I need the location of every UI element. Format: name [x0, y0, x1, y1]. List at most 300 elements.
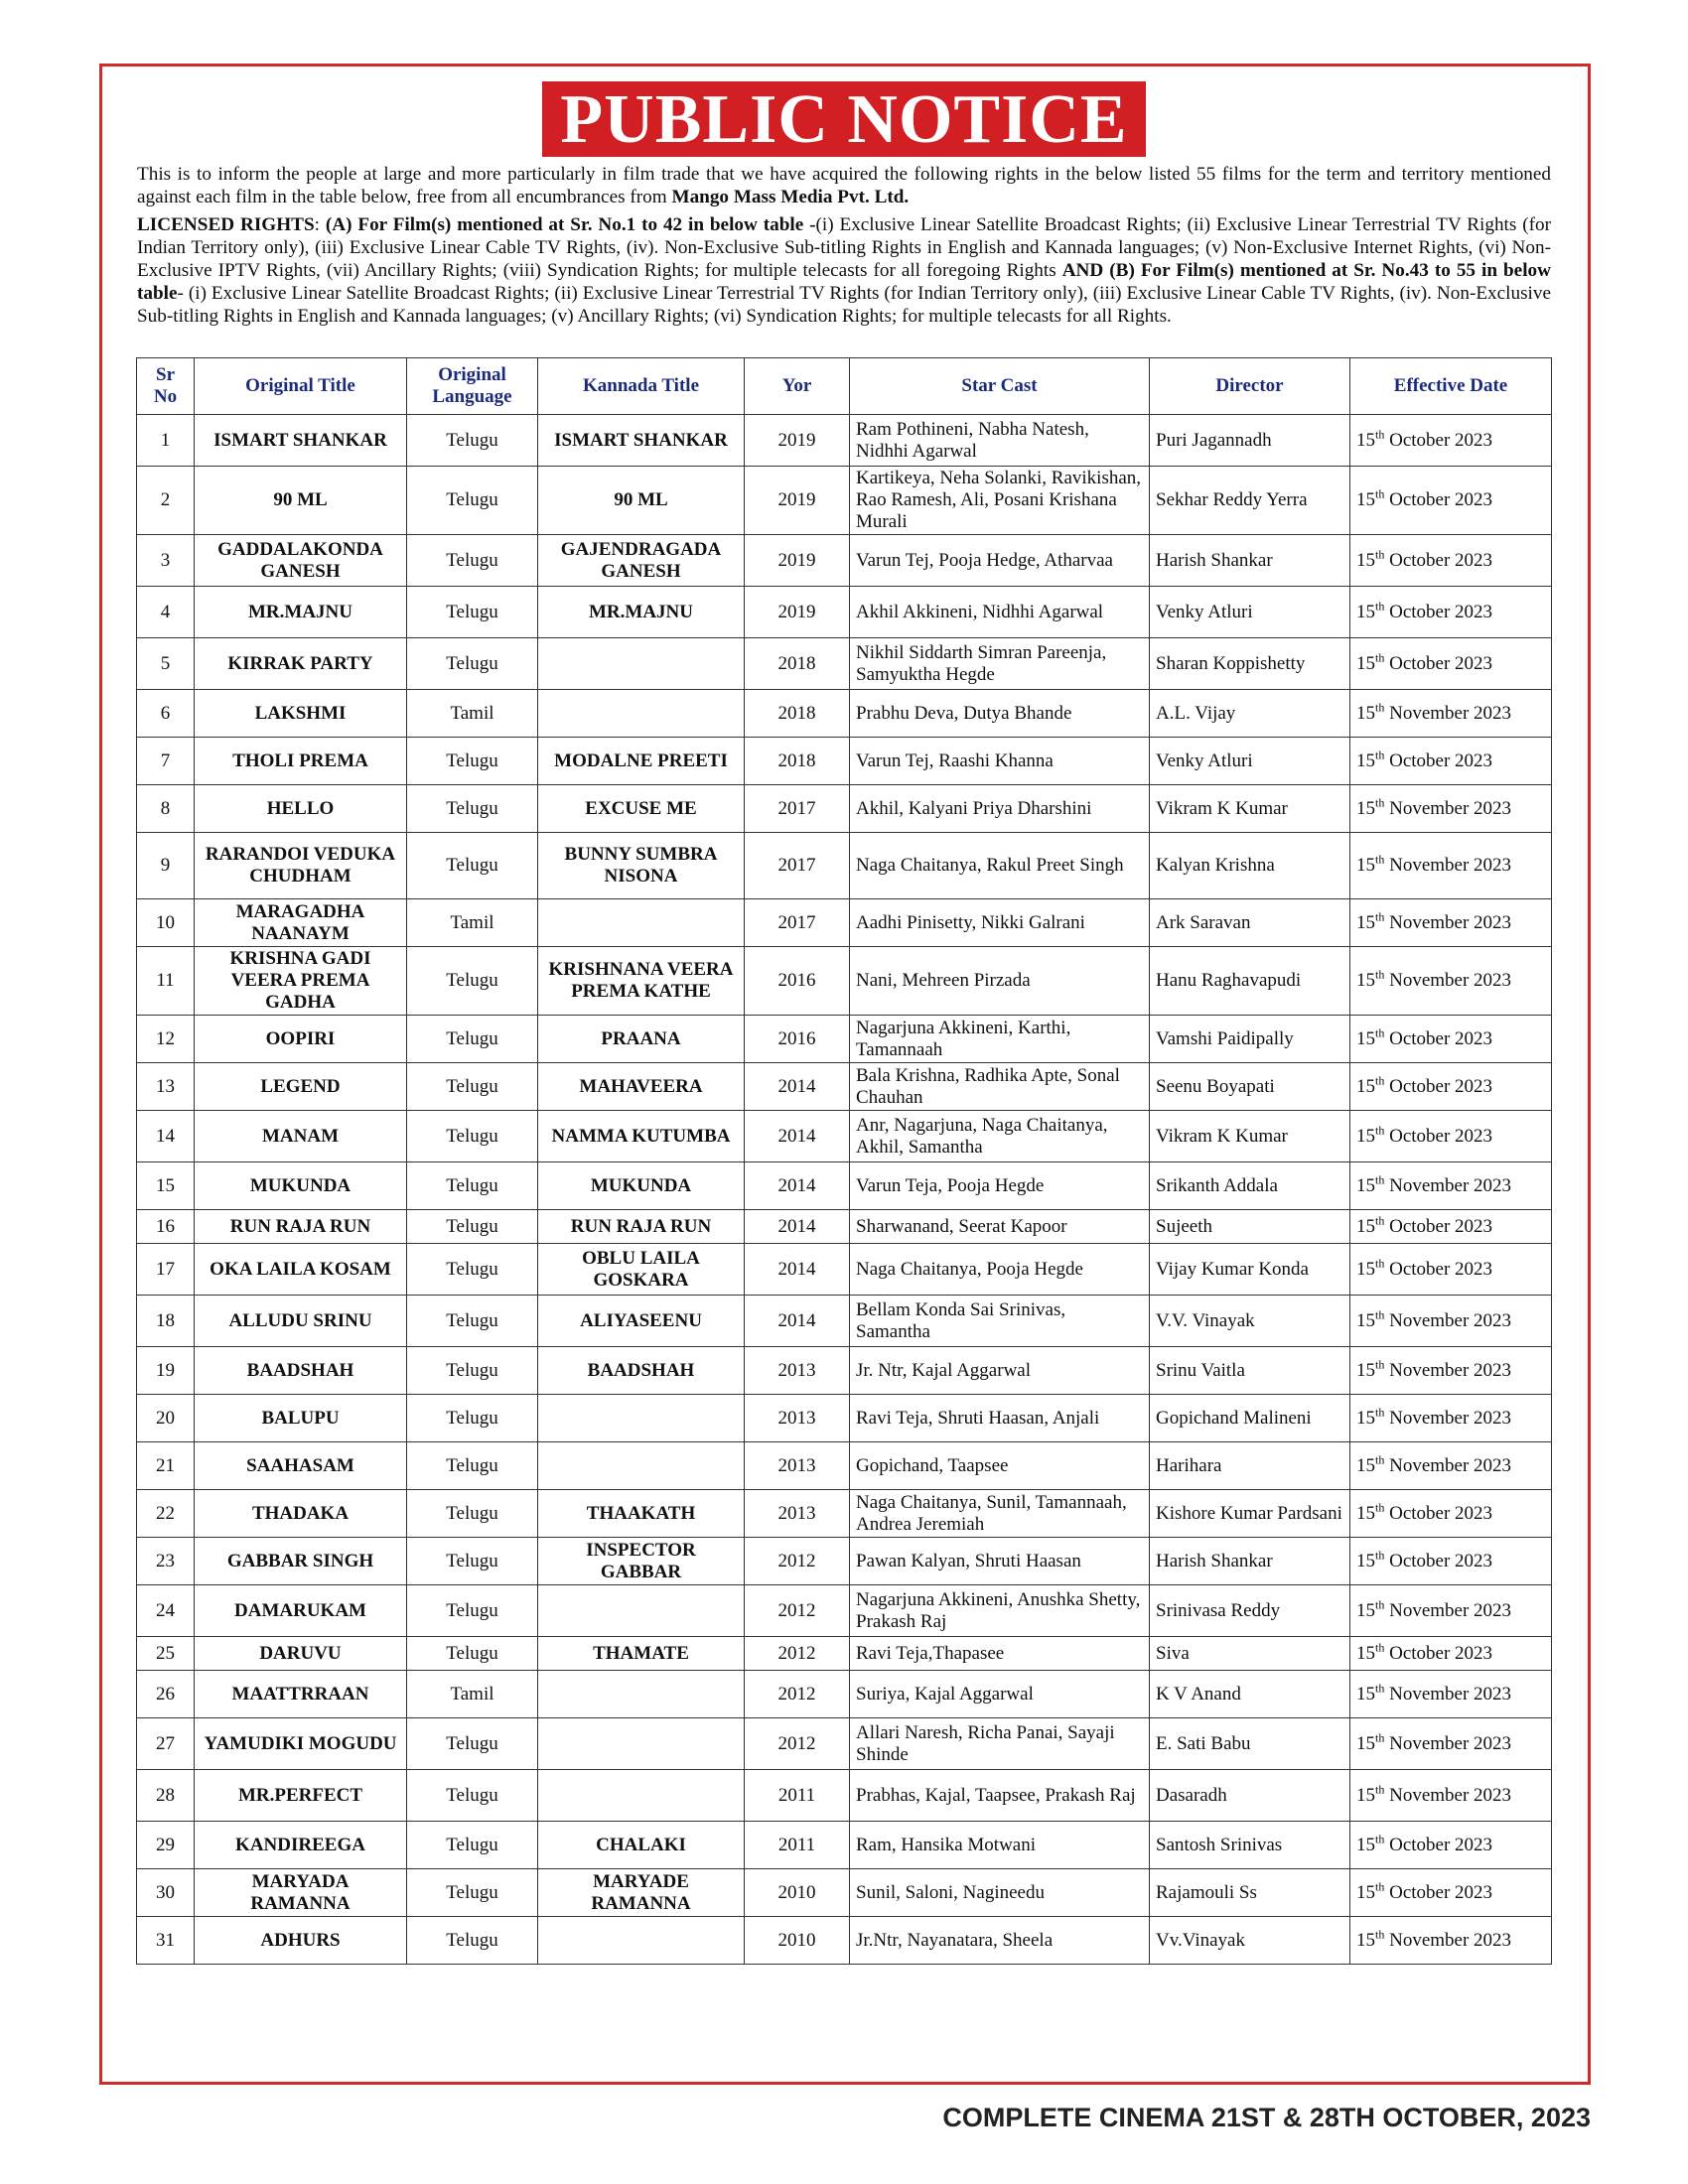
date-month-year: October 2023	[1389, 1027, 1493, 1049]
year-cell: 2014	[745, 1063, 850, 1111]
kannada-title-cell: KRISHNANA VEERA PREMA KATHE	[538, 947, 745, 1016]
language-cell: Telugu	[407, 1210, 538, 1244]
kannada-title-cell	[538, 690, 745, 738]
language-cell: Telugu	[407, 535, 538, 587]
director-cell: Kishore Kumar Pardsani	[1150, 1490, 1350, 1538]
director-cell: Venky Atluri	[1150, 587, 1350, 638]
date-month-year: October 2023	[1389, 1258, 1493, 1280]
original-title-cell: KIRRAK PARTY	[195, 638, 407, 690]
year-cell: 2018	[745, 690, 850, 738]
star-cast-cell: Akhil Akkineni, Nidhhi Agarwal	[850, 587, 1150, 638]
language-cell: Telugu	[407, 1490, 538, 1538]
director-cell: Vv.Vinayak	[1150, 1917, 1350, 1965]
original-title-cell: THOLI PREMA	[195, 738, 407, 785]
table-header-row	[137, 358, 1552, 415]
kannada-title-cell: BAADSHAH	[538, 1347, 745, 1395]
date-suffix: th	[1375, 1213, 1385, 1228]
table-row	[137, 1718, 1552, 1770]
rights-a-text: (i) Exclusive Linear Satellite Broadcast Rights; (ii) Exclusive Linear Terrestrial TV Rights (for Indian Territory only), (iii) Exclusive Linear Cable TV Rights, (iv). Non-Exclusive Sub-titling Rights in English and Kannada languages; (v) Non-Exclusive Internet Rights, (vi) Non-Exclusive IPTV Rights, (vii) Ancillary Rights; (viii) Syndication Rights; for multiple telecasts for all foregoing Rights	[137, 214, 1551, 281]
sr-cell: 16	[137, 1210, 195, 1244]
year-cell: 2019	[745, 587, 850, 638]
kannada-title-cell	[538, 638, 745, 690]
date-day: 15	[1356, 652, 1375, 674]
director-cell: A.L. Vijay	[1150, 690, 1350, 738]
language-cell: Telugu	[407, 1244, 538, 1296]
date-day: 15	[1356, 1309, 1375, 1331]
effective-date-cell	[1350, 1442, 1552, 1490]
sr-cell: 2	[137, 467, 195, 535]
date-day: 15	[1356, 797, 1375, 819]
date-day: 15	[1356, 1258, 1375, 1280]
language-cell: Telugu	[407, 785, 538, 833]
original-title-cell: ADHURS	[195, 1917, 407, 1965]
date-day: 15	[1356, 702, 1375, 724]
year-cell: 2018	[745, 738, 850, 785]
table-row	[137, 415, 1552, 467]
language-cell: Telugu	[407, 415, 538, 467]
kannada-title-cell: GAJENDRAGADA GANESH	[538, 535, 745, 587]
language-cell: Telugu	[407, 1395, 538, 1442]
publication-footer: COMPLETE CINEMA 21ST & 28TH OCTOBER, 2023	[942, 2103, 1591, 2132]
original-title-cell: 90 ML	[195, 467, 407, 535]
language-cell: Telugu	[407, 738, 538, 785]
date-day: 15	[1356, 549, 1375, 571]
sr-cell: 14	[137, 1111, 195, 1162]
original-title-cell: MUKUNDA	[195, 1162, 407, 1210]
effective-date-cell	[1350, 1718, 1552, 1770]
year-cell: 2014	[745, 1162, 850, 1210]
kannada-title-cell: 90 ML	[538, 467, 745, 535]
star-cast-cell: Nagarjuna Akkineni, Karthi, Tamannaah	[850, 1016, 1150, 1063]
star-cast-cell: Varun Teja, Pooja Hegde	[850, 1162, 1150, 1210]
sr-cell: 12	[137, 1016, 195, 1063]
star-cast-cell: Aadhi Pinisetty, Nikki Galrani	[850, 899, 1150, 947]
original-title-cell: MR.PERFECT	[195, 1770, 407, 1822]
kannada-title-cell	[538, 1585, 745, 1637]
date-month-year: November 2023	[1389, 855, 1512, 876]
language-cell: Telugu	[407, 1538, 538, 1585]
director-cell: Gopichand Malineni	[1150, 1395, 1350, 1442]
date-month-year: October 2023	[1389, 1502, 1493, 1524]
star-cast-cell: Pawan Kalyan, Shruti Haasan	[850, 1538, 1150, 1585]
date-month-year: November 2023	[1389, 1309, 1512, 1331]
notice-intro	[137, 163, 1551, 333]
kannada-title-cell	[538, 1442, 745, 1490]
effective-date-cell	[1350, 1770, 1552, 1822]
effective-date-cell	[1350, 1490, 1552, 1538]
star-cast-cell: Bellam Konda Sai Srinivas, Samantha	[850, 1296, 1150, 1347]
year-cell: 2013	[745, 1395, 850, 1442]
films-table-body	[137, 415, 1552, 1965]
original-title-cell: YAMUDIKI MOGUDU	[195, 1718, 407, 1770]
director-cell: Vamshi Paidipally	[1150, 1016, 1350, 1063]
table-row	[137, 1016, 1552, 1063]
language-cell: Telugu	[407, 1585, 538, 1637]
header-star-cast: Star Cast	[850, 358, 1150, 415]
sr-cell: 13	[137, 1063, 195, 1111]
year-cell: 2019	[745, 535, 850, 587]
sr-cell: 4	[137, 587, 195, 638]
original-title-cell: OOPIRI	[195, 1016, 407, 1063]
director-cell: E. Sati Babu	[1150, 1718, 1350, 1770]
date-suffix: th	[1375, 486, 1385, 501]
original-title-cell: DAMARUKAM	[195, 1585, 407, 1637]
sr-cell: 27	[137, 1718, 195, 1770]
language-cell: Telugu	[407, 587, 538, 638]
table-row	[137, 587, 1552, 638]
original-title-cell: GADDALAKONDA GANESH	[195, 535, 407, 587]
star-cast-cell: Prabhu Deva, Dutya Bhande	[850, 690, 1150, 738]
date-day: 15	[1356, 1642, 1375, 1664]
effective-date-cell	[1350, 947, 1552, 1016]
language-cell: Telugu	[407, 1770, 538, 1822]
original-title-cell: MR.MAJNU	[195, 587, 407, 638]
date-month-year: October 2023	[1389, 1642, 1493, 1664]
rights-b-heading: AND (B) For Film(s) mentioned at Sr. No.43 to 55 in below table	[137, 260, 1551, 304]
date-day: 15	[1356, 1784, 1375, 1806]
effective-date-cell	[1350, 833, 1552, 899]
rights-a-heading: (A) For Film(s) mentioned at Sr. No.1 to 42 in below table -	[325, 214, 816, 235]
header-year: Yor	[745, 358, 850, 415]
header-director: Director	[1150, 358, 1350, 415]
date-day: 15	[1356, 1454, 1375, 1476]
effective-date-cell	[1350, 1671, 1552, 1718]
director-cell: Srikanth Addala	[1150, 1162, 1350, 1210]
kannada-title-cell: RUN RAJA RUN	[538, 1210, 745, 1244]
language-cell: Telugu	[407, 638, 538, 690]
date-suffix: th	[1375, 547, 1385, 562]
date-day: 15	[1356, 1407, 1375, 1429]
original-title-cell: RUN RAJA RUN	[195, 1210, 407, 1244]
sr-cell: 17	[137, 1244, 195, 1296]
effective-date-cell	[1350, 1347, 1552, 1395]
date-day: 15	[1356, 911, 1375, 933]
kannada-title-cell	[538, 1395, 745, 1442]
language-cell: Tamil	[407, 899, 538, 947]
date-day: 15	[1356, 1550, 1375, 1571]
year-cell: 2017	[745, 899, 850, 947]
effective-date-cell	[1350, 1585, 1552, 1637]
kannada-title-cell: BUNNY SUMBRA NISONA	[538, 833, 745, 899]
date-suffix: th	[1375, 1256, 1385, 1271]
table-row	[137, 1637, 1552, 1671]
table-row	[137, 1347, 1552, 1395]
date-suffix: th	[1375, 1782, 1385, 1797]
table-row	[137, 1822, 1552, 1869]
language-cell: Telugu	[407, 1718, 538, 1770]
director-cell: Kalyan Krishna	[1150, 833, 1350, 899]
year-cell: 2014	[745, 1111, 850, 1162]
rights-paragraph: LICENSED RIGHTS: (A) For Film(s) mentioned at Sr. No.1 to 42 in below table -(i) Exclusive Linear Satellite Broadcast Rights; (ii) Exclusive Linear Terrestrial TV Rights (for Indian Territory only), (iii) Exclusive Linear Cable TV Rights, (iv). Non-Exclusive Sub-titling Rights in English and Kannada languages; (v) Non-Exclusive Internet Rights, (vi) Non-Exclusive IPTV Rights, (vii) Ancillary Rights; (viii) Syndication Rights; for multiple telecasts for all foregoing Rights AND (B) For Film(s) mentioned at Sr. No.43 to 55 in below table- (i) Exclusive Linear Satellite Broadcast Rights; (ii) Exclusive Linear Terrestrial TV Rights (for Indian Territory only), (iii) Exclusive Linear Cable TV Rights, (iv). Non-Exclusive Sub-titling Rights in English and Kannada languages; (v) Ancillary Rights; (vi) Syndication Rights; for multiple telecasts for all Rights.	[137, 214, 1551, 327]
table-row	[137, 535, 1552, 587]
director-cell: Srinu Vaitla	[1150, 1347, 1350, 1395]
star-cast-cell: Anr, Nagarjuna, Naga Chaitanya, Akhil, Samantha	[850, 1111, 1150, 1162]
table-row	[137, 1671, 1552, 1718]
date-day: 15	[1356, 1929, 1375, 1951]
date-month-year: October 2023	[1389, 1834, 1493, 1855]
original-title-cell: HELLO	[195, 785, 407, 833]
director-cell: Sharan Koppishetty	[1150, 638, 1350, 690]
star-cast-cell: Ravi Teja, Shruti Haasan, Anjali	[850, 1395, 1150, 1442]
date-month-year: November 2023	[1389, 1683, 1512, 1705]
sr-cell: 3	[137, 535, 195, 587]
date-month-year: October 2023	[1389, 549, 1493, 571]
kannada-title-cell: MR.MAJNU	[538, 587, 745, 638]
director-cell: Seenu Boyapati	[1150, 1063, 1350, 1111]
date-day: 15	[1356, 970, 1375, 991]
year-cell: 2011	[745, 1822, 850, 1869]
title-wrap	[0, 81, 1688, 157]
year-cell: 2014	[745, 1296, 850, 1347]
director-cell: Harihara	[1150, 1442, 1350, 1490]
table-row	[137, 638, 1552, 690]
director-cell: Harish Shankar	[1150, 1538, 1350, 1585]
original-title-cell: LEGEND	[195, 1063, 407, 1111]
director-cell: Puri Jagannadh	[1150, 415, 1350, 467]
year-cell: 2014	[745, 1210, 850, 1244]
language-cell: Telugu	[407, 1637, 538, 1671]
table-row	[137, 833, 1552, 899]
star-cast-cell: Naga Chaitanya, Rakul Preet Singh	[850, 833, 1150, 899]
date-day: 15	[1356, 1502, 1375, 1524]
table-row	[137, 1063, 1552, 1111]
kannada-title-cell	[538, 899, 745, 947]
date-suffix: th	[1375, 1640, 1385, 1655]
year-cell: 2019	[745, 467, 850, 535]
date-suffix: th	[1375, 1832, 1385, 1846]
director-cell: Vikram K Kumar	[1150, 785, 1350, 833]
language-cell: Telugu	[407, 1016, 538, 1063]
date-month-year: October 2023	[1389, 1215, 1493, 1237]
table-row	[137, 1244, 1552, 1296]
date-month-year: October 2023	[1389, 1125, 1493, 1147]
year-cell: 2017	[745, 833, 850, 899]
star-cast-cell: Sharwanand, Seerat Kapoor	[850, 1210, 1150, 1244]
director-cell: Harish Shankar	[1150, 535, 1350, 587]
director-cell: Rajamouli Ss	[1150, 1869, 1350, 1917]
sr-cell: 18	[137, 1296, 195, 1347]
table-row	[137, 467, 1552, 535]
original-title-cell: ALLUDU SRINU	[195, 1296, 407, 1347]
sr-cell: 26	[137, 1671, 195, 1718]
date-day: 15	[1356, 1174, 1375, 1196]
director-cell: Siva	[1150, 1637, 1350, 1671]
effective-date-cell	[1350, 467, 1552, 535]
kannada-title-cell: THAAKATH	[538, 1490, 745, 1538]
star-cast-cell: Bala Krishna, Radhika Apte, Sonal Chauhan	[850, 1063, 1150, 1111]
director-cell: Vijay Kumar Konda	[1150, 1244, 1350, 1296]
date-month-year: November 2023	[1389, 1359, 1512, 1381]
effective-date-cell	[1350, 1637, 1552, 1671]
year-cell: 2012	[745, 1671, 850, 1718]
sr-cell: 30	[137, 1869, 195, 1917]
year-cell: 2014	[745, 1244, 850, 1296]
year-cell: 2012	[745, 1538, 850, 1585]
kannada-title-cell: PRAANA	[538, 1016, 745, 1063]
effective-date-cell	[1350, 1917, 1552, 1965]
date-suffix: th	[1375, 909, 1385, 924]
date-suffix: th	[1375, 1548, 1385, 1563]
original-title-cell: OKA LAILA KOSAM	[195, 1244, 407, 1296]
sr-cell: 28	[137, 1770, 195, 1822]
sr-cell: 9	[137, 833, 195, 899]
star-cast-cell: Naga Chaitanya, Sunil, Tamannaah, Andrea Jeremiah	[850, 1490, 1150, 1538]
language-cell: Telugu	[407, 467, 538, 535]
director-cell: Dasaradh	[1150, 1770, 1350, 1822]
star-cast-cell: Naga Chaitanya, Pooja Hegde	[850, 1244, 1150, 1296]
date-month-year: November 2023	[1389, 1407, 1512, 1429]
year-cell: 2016	[745, 1016, 850, 1063]
date-month-year: November 2023	[1389, 1599, 1512, 1621]
kannada-title-cell: THAMATE	[538, 1637, 745, 1671]
date-month-year: October 2023	[1389, 601, 1493, 622]
table-row	[137, 1111, 1552, 1162]
original-title-cell: THADAKA	[195, 1490, 407, 1538]
header-effective-date: Effective Date	[1350, 358, 1552, 415]
date-month-year: November 2023	[1389, 970, 1512, 991]
sr-cell: 29	[137, 1822, 195, 1869]
director-cell: Santosh Srinivas	[1150, 1822, 1350, 1869]
date-month-year: November 2023	[1389, 797, 1512, 819]
year-cell: 2010	[745, 1869, 850, 1917]
date-suffix: th	[1375, 1073, 1385, 1088]
year-cell: 2018	[745, 638, 850, 690]
sr-cell: 8	[137, 785, 195, 833]
star-cast-cell: Nagarjuna Akkineni, Anushka Shetty, Prakash Raj	[850, 1585, 1150, 1637]
kannada-title-cell: CHALAKI	[538, 1822, 745, 1869]
year-cell: 2016	[745, 947, 850, 1016]
kannada-title-cell: NAMMA KUTUMBA	[538, 1111, 745, 1162]
sr-cell: 20	[137, 1395, 195, 1442]
kannada-title-cell: ALIYASEENU	[538, 1296, 745, 1347]
header-sr-no: Sr No	[137, 358, 195, 415]
table-row	[137, 1869, 1552, 1917]
effective-date-cell	[1350, 1869, 1552, 1917]
kannada-title-cell	[538, 1770, 745, 1822]
date-suffix: th	[1375, 1879, 1385, 1894]
director-cell: V.V. Vinayak	[1150, 1296, 1350, 1347]
year-cell: 2012	[745, 1637, 850, 1671]
kannada-title-cell: MODALNE PREETI	[538, 738, 745, 785]
year-cell: 2012	[745, 1585, 850, 1637]
language-cell: Telugu	[407, 1296, 538, 1347]
star-cast-cell: Ram, Hansika Motwani	[850, 1822, 1150, 1869]
date-day: 15	[1356, 1075, 1375, 1097]
star-cast-cell: Suriya, Kajal Aggarwal	[850, 1671, 1150, 1718]
date-suffix: th	[1375, 1025, 1385, 1040]
director-cell: Venky Atluri	[1150, 738, 1350, 785]
header-kannada-title: Kannada Title	[538, 358, 745, 415]
date-day: 15	[1356, 1834, 1375, 1855]
language-cell: Tamil	[407, 1671, 538, 1718]
table-row	[137, 1585, 1552, 1637]
date-suffix: th	[1375, 1357, 1385, 1372]
date-suffix: th	[1375, 1307, 1385, 1322]
table-row	[137, 738, 1552, 785]
language-cell: Telugu	[407, 1822, 538, 1869]
table-row	[137, 1395, 1552, 1442]
language-cell: Telugu	[407, 1111, 538, 1162]
date-day: 15	[1356, 1599, 1375, 1621]
director-cell: Vikram K Kumar	[1150, 1111, 1350, 1162]
date-suffix: th	[1375, 967, 1385, 982]
star-cast-cell: Varun Tej, Raashi Khanna	[850, 738, 1150, 785]
director-cell: Srinivasa Reddy	[1150, 1585, 1350, 1637]
date-day: 15	[1356, 1359, 1375, 1381]
table-row	[137, 690, 1552, 738]
sr-cell: 1	[137, 415, 195, 467]
header-original-title: Original Title	[195, 358, 407, 415]
date-day: 15	[1356, 1683, 1375, 1705]
date-day: 15	[1356, 1732, 1375, 1754]
films-table	[136, 357, 1552, 1965]
star-cast-cell: Kartikeya, Neha Solanki, Ravikishan, Rao Ramesh, Ali, Posani Krishana Murali	[850, 467, 1150, 535]
kannada-title-cell	[538, 1671, 745, 1718]
date-suffix: th	[1375, 1597, 1385, 1612]
date-month-year: October 2023	[1389, 652, 1493, 674]
table-row	[137, 947, 1552, 1016]
date-month-year: October 2023	[1389, 429, 1493, 451]
date-suffix: th	[1375, 1500, 1385, 1515]
date-day: 15	[1356, 1215, 1375, 1237]
date-suffix: th	[1375, 1730, 1385, 1745]
sr-cell: 23	[137, 1538, 195, 1585]
original-title-cell: MANAM	[195, 1111, 407, 1162]
star-cast-cell: Jr. Ntr, Kajal Aggarwal	[850, 1347, 1150, 1395]
language-cell: Telugu	[407, 947, 538, 1016]
star-cast-cell: Varun Tej, Pooja Hedge, Atharvaa	[850, 535, 1150, 587]
date-day: 15	[1356, 750, 1375, 771]
kannada-title-cell	[538, 1917, 745, 1965]
sr-cell: 24	[137, 1585, 195, 1637]
original-title-cell: BALUPU	[195, 1395, 407, 1442]
star-cast-cell: Ravi Teja,Thapasee	[850, 1637, 1150, 1671]
language-cell: Telugu	[407, 1869, 538, 1917]
original-title-cell: KRISHNA GADI VEERA PREMA GADHA	[195, 947, 407, 1016]
effective-date-cell	[1350, 1063, 1552, 1111]
date-month-year: November 2023	[1389, 911, 1512, 933]
director-cell: K V Anand	[1150, 1671, 1350, 1718]
effective-date-cell	[1350, 1162, 1552, 1210]
date-day: 15	[1356, 1027, 1375, 1049]
sr-cell: 6	[137, 690, 195, 738]
notice-title: PUBLIC NOTICE	[542, 81, 1145, 157]
date-suffix: th	[1375, 1681, 1385, 1696]
original-title-cell: KANDIREEGA	[195, 1822, 407, 1869]
original-title-cell: BAADSHAH	[195, 1347, 407, 1395]
date-month-year: October 2023	[1389, 750, 1493, 771]
table-row	[137, 1917, 1552, 1965]
effective-date-cell	[1350, 587, 1552, 638]
date-month-year: October 2023	[1389, 1550, 1493, 1571]
language-cell: Telugu	[407, 833, 538, 899]
language-cell: Telugu	[407, 1347, 538, 1395]
table-row	[137, 1538, 1552, 1585]
sr-cell: 22	[137, 1490, 195, 1538]
effective-date-cell	[1350, 1244, 1552, 1296]
date-month-year: October 2023	[1389, 489, 1493, 510]
effective-date-cell	[1350, 690, 1552, 738]
year-cell: 2013	[745, 1442, 850, 1490]
director-cell: Sekhar Reddy Yerra	[1150, 467, 1350, 535]
star-cast-cell: Sunil, Saloni, Nagineedu	[850, 1869, 1150, 1917]
date-suffix: th	[1375, 427, 1385, 442]
sr-cell: 19	[137, 1347, 195, 1395]
effective-date-cell	[1350, 1111, 1552, 1162]
table-row	[137, 1442, 1552, 1490]
original-title-cell: DARUVU	[195, 1637, 407, 1671]
sr-cell: 7	[137, 738, 195, 785]
